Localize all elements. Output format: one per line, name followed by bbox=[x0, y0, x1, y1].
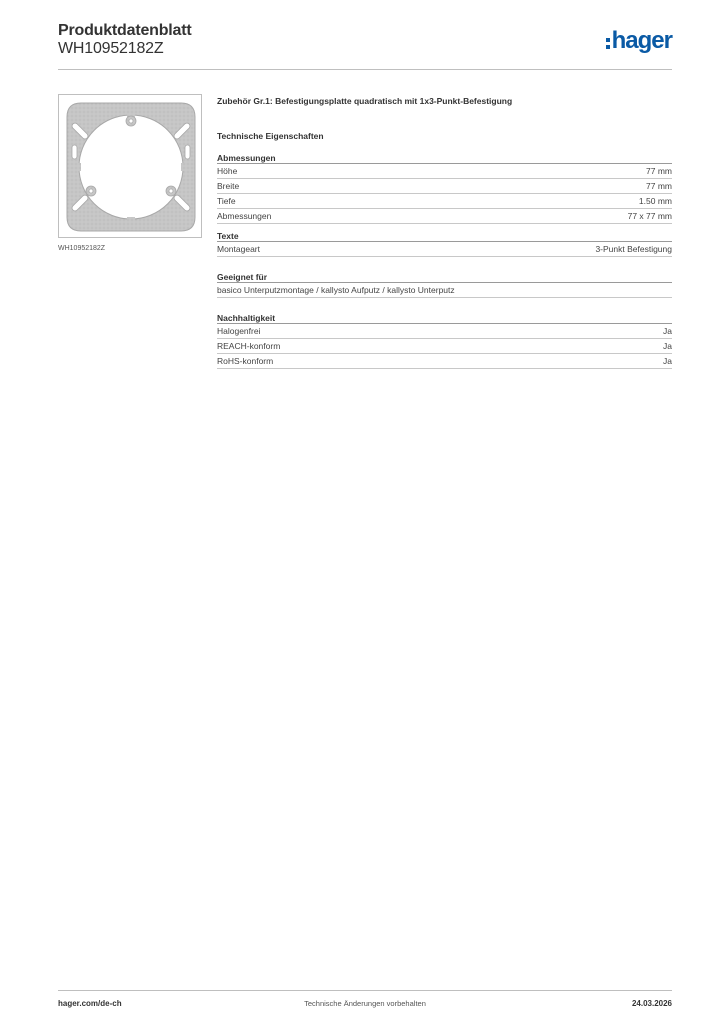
page-header bbox=[58, 22, 672, 70]
row-value: Ja bbox=[663, 356, 672, 366]
group-heading: Nachhaltigkeit bbox=[217, 312, 672, 324]
row-value: 1.50 mm bbox=[638, 196, 672, 206]
group-heading: Texte bbox=[217, 230, 672, 242]
row-value: 77 x 77 mm bbox=[627, 211, 672, 221]
hager-logo bbox=[606, 28, 672, 54]
row-value: 77 mm bbox=[646, 166, 672, 176]
row-label: Höhe bbox=[217, 166, 238, 176]
logo-text: hager bbox=[611, 27, 672, 54]
row-label: REACH-konform bbox=[217, 341, 281, 351]
table-row bbox=[217, 339, 672, 354]
mounting-plate-image bbox=[63, 99, 199, 235]
product-image-frame bbox=[58, 94, 202, 238]
row-value: Ja bbox=[663, 341, 672, 351]
table-row bbox=[217, 164, 672, 179]
row-label: Halogenfrei bbox=[217, 326, 261, 336]
group-heading: Geeignet für bbox=[217, 271, 672, 283]
group-nachhaltigkeit bbox=[217, 312, 672, 369]
image-caption: WH10952182Z bbox=[58, 245, 106, 252]
table-row bbox=[217, 179, 672, 194]
page-footer bbox=[58, 990, 672, 1010]
product-code: WH10952182Z bbox=[58, 40, 164, 57]
content-area bbox=[217, 96, 672, 375]
row-label: RoHS-konform bbox=[217, 356, 274, 366]
group-geeignet-fuer bbox=[217, 271, 672, 298]
logo-colon-icon bbox=[606, 38, 610, 49]
table-row bbox=[217, 242, 672, 257]
table-row bbox=[217, 354, 672, 369]
row-value: 77 mm bbox=[646, 181, 672, 191]
product-description: Zubehör Gr.1: Befestigungsplatte quadratisch mit 1x3-Punkt-Befestigung bbox=[217, 96, 513, 106]
group-abmessungen bbox=[217, 152, 672, 224]
footer-date: 24.03.2026 bbox=[631, 999, 672, 1008]
document-title: Produktdatenblatt bbox=[58, 22, 192, 39]
group-texte bbox=[217, 230, 672, 257]
row-label: Abmessungen bbox=[217, 211, 272, 221]
table-row bbox=[217, 194, 672, 209]
row-label: Breite bbox=[217, 181, 240, 191]
table-row bbox=[217, 209, 672, 224]
row-label: Tiefe bbox=[217, 196, 236, 206]
footer-notice: Technische Änderungen vorbehalten bbox=[304, 999, 426, 1008]
table-row bbox=[217, 324, 672, 339]
row-label: Montageart bbox=[217, 244, 260, 254]
table-row bbox=[217, 283, 672, 298]
row-label: basico Unterputzmontage / kallysto Aufputz / kallysto Unterputz bbox=[217, 285, 455, 295]
row-value: Ja bbox=[663, 326, 672, 336]
group-heading: Abmessungen bbox=[217, 152, 672, 164]
footer-website: hager.com/de-ch bbox=[58, 999, 122, 1008]
row-value: 3-Punkt Befestigung bbox=[595, 244, 672, 254]
section-title: Technische Eigenschaften bbox=[217, 131, 324, 141]
